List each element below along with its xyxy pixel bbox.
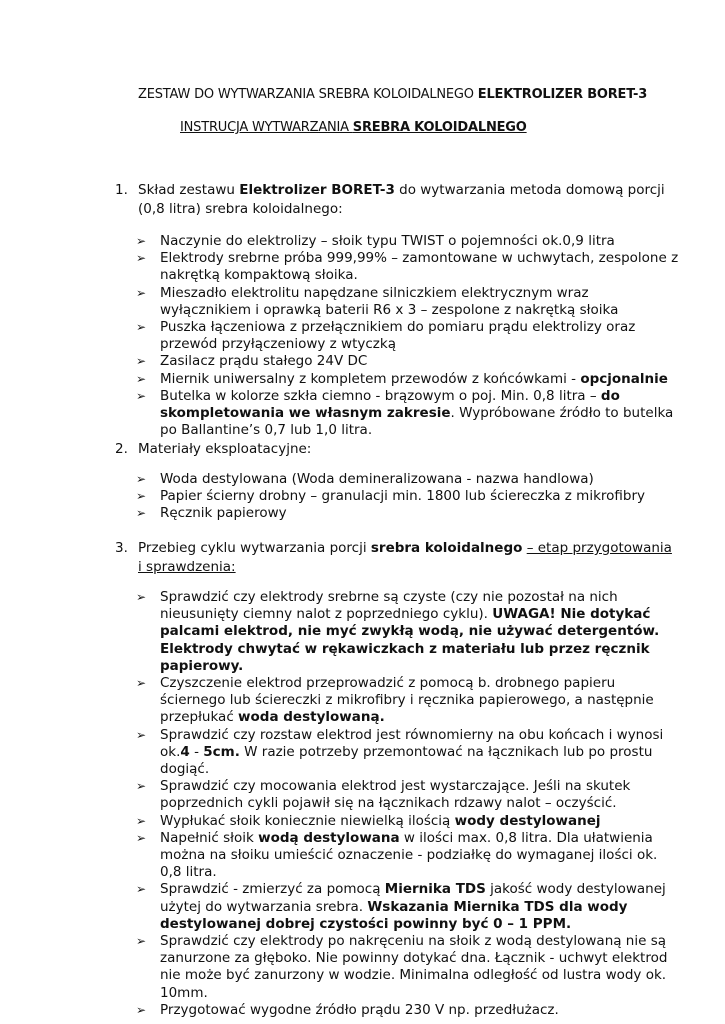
arrow-bullet-icon: ➢ — [136, 590, 147, 604]
subtitle-bold: SREBRA KOLOIDALNEGO — [352, 120, 527, 135]
arrow-bullet-icon: ➢ — [136, 506, 147, 521]
arrow-bullet-icon: ➢ — [136, 472, 147, 486]
arrow-bullet-icon: ➢ — [136, 234, 147, 248]
section-3-list — [136, 589, 681, 1019]
arrow-bullet-icon: ➢ — [136, 779, 147, 794]
section-number: 2. — [115, 441, 128, 457]
list-item: ➢ Butelka w kolorze szkła ciemno - brązowym o poj. Min. 0,8 litra – do skompletowania we własnym zakresie. Wypróbowane źródło to butelka po Ballantine’s 0,7 lub 1,0 litra. — [136, 387, 674, 439]
section-2-list — [136, 471, 681, 523]
section-3-text: Przebieg cyklu wytwarzania porcji srebra koloidalnego – etap przygotowania i sprawdzenia: — [138, 540, 672, 575]
section-2-heading — [115, 440, 675, 459]
arrow-bullet-icon: ➢ — [136, 676, 147, 691]
arrow-bullet-icon: ➢ — [136, 388, 147, 403]
section-1-list — [136, 233, 681, 439]
section-3-heading — [115, 539, 675, 577]
arrow-bullet-icon: ➢ — [136, 489, 147, 504]
list-item: ➢ Sprawdzić czy elektrody srebrne są czyste (czy nie pozostał na nich nieusunięty ciemny nalot z poprzedniego cyklu). UWAGA! Nie dotykać palcami elektrod, nie myć zwykłą wodą, nie używać detergentów. Elektrody chwytać w rękawiczkach z materiału lub przez ręcznik papierowy. — [136, 589, 660, 674]
arrow-bullet-icon: ➢ — [136, 371, 147, 386]
list-item: ➢ Miernik uniwersalny z kompletem przewodów z końcówkami - opcjonalnie — [136, 370, 668, 387]
title-product-name: ELEKTROLIZER BORET-3 — [477, 87, 648, 102]
arrow-bullet-icon: ➢ — [136, 830, 147, 845]
list-item: ➢ Sprawdzić czy rozstaw elektrod jest równomierny na obu końcach i wynosi ok.4 - 5cm. W razie potrzeby przemontować na łącznikach lub po prostu dogiąć. — [136, 726, 664, 778]
subtitle-prefix: INSTRUCJA WYTWARZANIA — [180, 120, 353, 135]
document-title — [138, 87, 647, 102]
list-item: ➢ Papier ścierny drobny – granulacji min. 1800 lub ściereczka z mikrofibry — [136, 488, 646, 505]
section-1-text: Skład zestawu Elektrolizer BORET-3 do wytwarzania metoda domową porcji (0,8 litra) srebra koloidalnego: — [138, 182, 665, 217]
section-1-heading — [115, 181, 675, 219]
document-subtitle — [180, 120, 527, 135]
title-prefix: ZESTAW DO WYTWARZANIA SREBRA KOLOIDALNEGO — [138, 87, 478, 102]
arrow-bullet-icon: ➢ — [136, 251, 147, 266]
list-item: ➢ Sprawdzić czy elektrody po nakręceniu na słoik z wodą destylowaną nie są zanurzone za głęboko. Nie powinny dotykać dna. Łącznik - uchwyt elektrod nie może być zanurzony w wodzie. Minimalna odległość od lustra wody ok. 10mm. — [136, 933, 668, 1001]
arrow-bullet-icon: ➢ — [136, 727, 147, 742]
list-item: ➢ Ręcznik papierowy — [136, 505, 287, 522]
list-item: ➢ Wypłukać słoik koniecznie niewielką ilością wody destylowanej — [136, 812, 601, 829]
list-item: ➢ Czyszczenie elektrod przeprowadzić z pomocą b. drobnego papieru ściernego lub ściereczki z mikrofibry i ręcznika papierowego, a następnie przepłukać woda destylowaną. — [136, 675, 654, 726]
arrow-bullet-icon: ➢ — [136, 813, 147, 828]
list-item: ➢ Zasilacz prądu stałego 24V DC — [136, 353, 368, 370]
arrow-bullet-icon: ➢ — [136, 1002, 147, 1017]
list-item: ➢ Naczynie do elektrolizy – słoik typu TWIST o pojemności ok.0,9 litra — [136, 233, 615, 249]
list-item: ➢ Przygotować wygodne źródło prądu 230 V np. przedłużacz. — [136, 1001, 559, 1018]
list-item: ➢ Elektrody srebrne próba 999,99% – zamontowane w uchwytach, zespolone z nakrętką kompaktową słoika. — [136, 250, 679, 284]
list-item: ➢ Puszka łączeniowa z przełącznikiem do pomiaru prądu elektrolizy oraz przewód przyłączeniowy z wtyczką — [136, 319, 636, 353]
list-item: ➢ Napełnić słoik wodą destylowana w ilości max. 0,8 litra. Dla ułatwienia można na słoiku umieścić oznaczenie - podziałkę do wymaganej ilości ok. 0,8 litra. — [136, 829, 658, 881]
arrow-bullet-icon: ➢ — [136, 354, 147, 369]
arrow-bullet-icon: ➢ — [136, 882, 147, 897]
section-number: 1. — [115, 182, 128, 198]
list-item: ➢ Sprawdzić - zmierzyć za pomocą Miernika TDS jakość wody destylowanej użytej do wytwarzania srebra. Wskazania Miernika TDS dla wody destylowanej dobrej czystości powinny być 0 – 1 PPM. — [136, 881, 666, 932]
list-item: ➢ Woda destylowana (Woda demineralizowana - nazwa handlowa) — [136, 471, 594, 487]
list-item: ➢ Mieszadło elektrolitu napędzane silniczkiem elektrycznym wraz wyłącznikiem i oprawką baterii R6 x 3 – zespolone z nakrętką słoika — [136, 284, 619, 318]
section-2-text: Materiały eksploatacyjne: — [138, 441, 312, 457]
list-item: ➢ Sprawdzić czy mocowania elektrod jest wystarczające. Jeśli na skutek poprzednich cykli pojawił się na łącznikach rdzawy nalot – oczyścić. — [136, 778, 631, 812]
arrow-bullet-icon: ➢ — [136, 285, 147, 300]
arrow-bullet-icon: ➢ — [136, 320, 147, 335]
arrow-bullet-icon: ➢ — [136, 934, 147, 949]
section-number: 3. — [115, 540, 128, 556]
